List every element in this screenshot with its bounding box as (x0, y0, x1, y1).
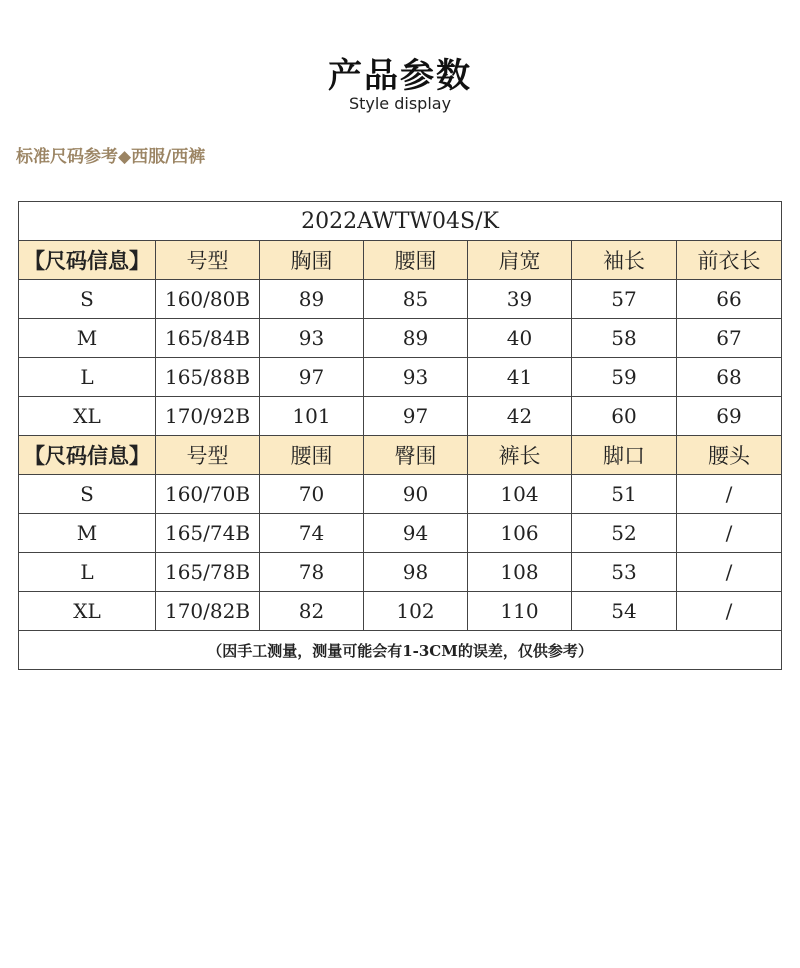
table-cell: 69 (677, 397, 782, 436)
table-cell: L (19, 358, 156, 397)
column-header: 【尺码信息】 (19, 241, 156, 280)
table-row (19, 553, 782, 592)
measurement-note: （因手工测量，测量可能会有1-3CM的误差，仅供参考） (19, 631, 782, 670)
table-cell: 78 (260, 553, 364, 592)
size-reference-label: 标准尺码参考◆西服/西裤 (16, 147, 206, 167)
table-cell: 98 (364, 553, 468, 592)
table-cell: / (677, 592, 782, 631)
table-cell: 104 (468, 475, 572, 514)
column-header: 裤长 (468, 436, 572, 475)
table-cell: 57 (572, 280, 677, 319)
table-cell: 70 (260, 475, 364, 514)
bottom-header-row (19, 436, 782, 475)
table-cell: 102 (364, 592, 468, 631)
table-cell: S (19, 475, 156, 514)
table-row (19, 358, 782, 397)
column-header: 前衣长 (677, 241, 782, 280)
column-header: 脚口 (572, 436, 677, 475)
table-cell: 59 (572, 358, 677, 397)
table-cell: 165/74B (156, 514, 260, 553)
table-cell: 60 (572, 397, 677, 436)
table-row (19, 397, 782, 436)
column-header: 腰围 (364, 241, 468, 280)
table-cell: 89 (364, 319, 468, 358)
column-header: 腰围 (260, 436, 364, 475)
note-row (19, 631, 782, 670)
table-cell: 97 (260, 358, 364, 397)
table-cell: 85 (364, 280, 468, 319)
table-cell: 165/78B (156, 553, 260, 592)
table-cell: 160/70B (156, 475, 260, 514)
table-cell: 94 (364, 514, 468, 553)
table-cell: 51 (572, 475, 677, 514)
table-cell: 40 (468, 319, 572, 358)
table-cell: / (677, 475, 782, 514)
table-cell: 41 (468, 358, 572, 397)
style-code-row (19, 202, 782, 241)
column-header: 号型 (156, 241, 260, 280)
table-cell: 66 (677, 280, 782, 319)
table-cell: 42 (468, 397, 572, 436)
table-cell: S (19, 280, 156, 319)
table-cell: 106 (468, 514, 572, 553)
table-cell: 90 (364, 475, 468, 514)
table-cell: XL (19, 592, 156, 631)
table-cell: / (677, 514, 782, 553)
column-header: 臀围 (364, 436, 468, 475)
table-cell: 160/80B (156, 280, 260, 319)
column-header: 号型 (156, 436, 260, 475)
table-cell: 170/92B (156, 397, 260, 436)
table-row (19, 592, 782, 631)
table-cell: 97 (364, 397, 468, 436)
column-header: 肩宽 (468, 241, 572, 280)
table-cell: 108 (468, 553, 572, 592)
table-cell: 74 (260, 514, 364, 553)
table-cell: 165/88B (156, 358, 260, 397)
table-row (19, 280, 782, 319)
top-header-row (19, 241, 782, 280)
table-cell: 93 (364, 358, 468, 397)
table-row (19, 319, 782, 358)
table-cell: 170/82B (156, 592, 260, 631)
table-cell: M (19, 514, 156, 553)
column-header: 胸围 (260, 241, 364, 280)
table-row (19, 475, 782, 514)
column-header: 腰头 (677, 436, 782, 475)
table-cell: 165/84B (156, 319, 260, 358)
column-header: 袖长 (572, 241, 677, 280)
page-title: 产品参数 (328, 56, 472, 96)
table-cell: 101 (260, 397, 364, 436)
table-cell: 82 (260, 592, 364, 631)
table-row (19, 514, 782, 553)
table-cell: 93 (260, 319, 364, 358)
table-cell: 110 (468, 592, 572, 631)
table-cell: 68 (677, 358, 782, 397)
table-cell: 54 (572, 592, 677, 631)
table-cell: / (677, 553, 782, 592)
table-cell: 58 (572, 319, 677, 358)
size-chart-table (18, 201, 782, 670)
table-cell: L (19, 553, 156, 592)
table-cell: 89 (260, 280, 364, 319)
table-cell: M (19, 319, 156, 358)
table-cell: 53 (572, 553, 677, 592)
style-code: 2022AWTW04S/K (19, 202, 782, 241)
page-subtitle: Style display (348, 94, 452, 113)
table-cell: 39 (468, 280, 572, 319)
table-cell: XL (19, 397, 156, 436)
column-header: 【尺码信息】 (19, 436, 156, 475)
table-cell: 67 (677, 319, 782, 358)
table-cell: 52 (572, 514, 677, 553)
